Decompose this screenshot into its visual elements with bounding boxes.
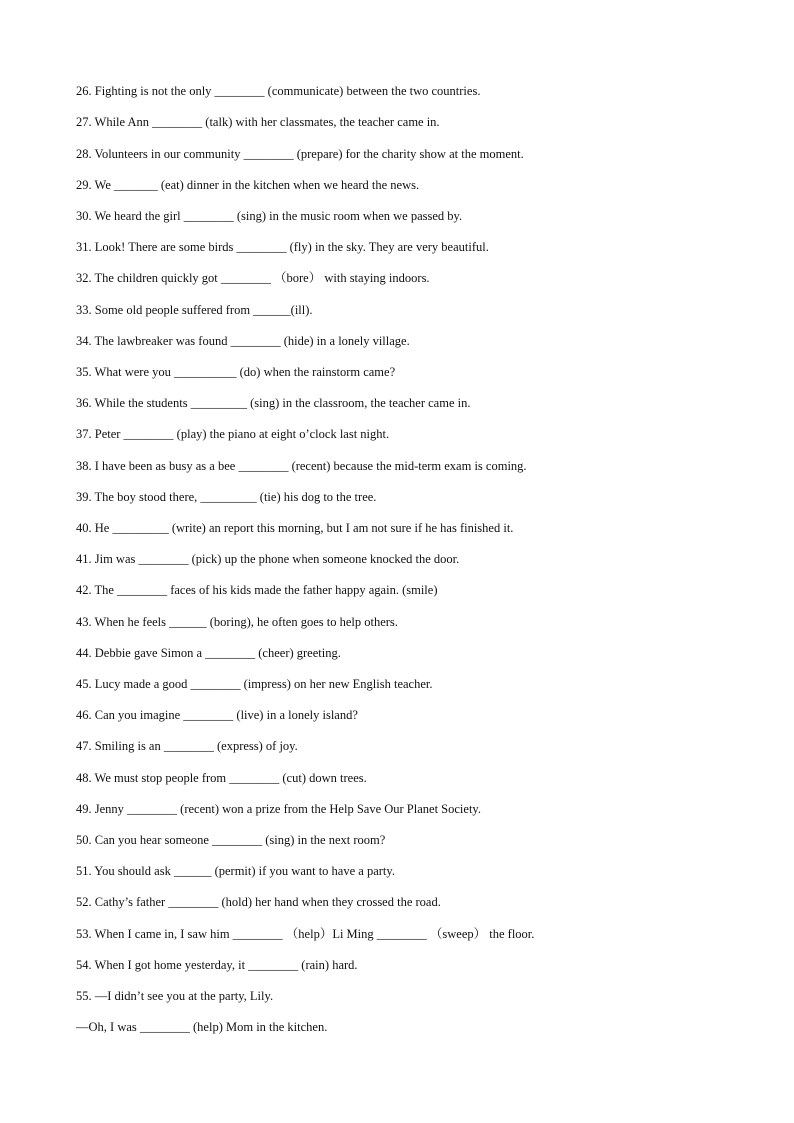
question-39 xyxy=(76,489,376,505)
question-text: I have been as busy as a bee ________ (recent) because the mid-term exam is coming. xyxy=(94,459,527,473)
question-text: Cathy’s father ________ (hold) her hand when they crossed the road. xyxy=(94,895,441,909)
question-text: Can you hear someone ________ (sing) in the next room? xyxy=(94,833,386,847)
question-text: While Ann ________ (talk) with her classmates, the teacher came in. xyxy=(94,115,440,129)
question-text: We heard the girl ________ (sing) in the music room when we passed by. xyxy=(94,209,463,223)
question-number: 42. xyxy=(76,583,92,597)
question-31 xyxy=(76,239,489,255)
question-43 xyxy=(76,614,398,630)
question-28 xyxy=(76,146,524,162)
question-53 xyxy=(76,926,534,942)
question-29 xyxy=(76,177,419,193)
question-48 xyxy=(76,770,367,786)
question-text: Jim was ________ (pick) up the phone when someone knocked the door. xyxy=(94,552,460,566)
question-number: 27. xyxy=(76,115,92,129)
question-38 xyxy=(76,458,527,474)
question-26 xyxy=(76,83,480,99)
question-number: 50. xyxy=(76,833,92,847)
question-text: When I came in, I saw him ________ （help）Li Ming ________ （sweep） the floor. xyxy=(94,927,535,941)
question-number: 40. xyxy=(76,521,92,535)
question-number: 47. xyxy=(76,739,92,753)
question-47 xyxy=(76,738,298,754)
question-text: Lucy made a good ________ (impress) on her new English teacher. xyxy=(94,677,433,691)
question-46 xyxy=(76,707,358,723)
question-text: The lawbreaker was found ________ (hide) in a lonely village. xyxy=(94,334,410,348)
question-number: 36. xyxy=(76,396,92,410)
question-42 xyxy=(76,582,437,598)
question-text: Debbie gave Simon a ________ (cheer) greeting. xyxy=(94,646,341,660)
question-text: Some old people suffered from ______(ill). xyxy=(94,303,313,317)
question-37 xyxy=(76,426,389,442)
question-45 xyxy=(76,676,433,692)
question-text: When I got home yesterday, it ________ (rain) hard. xyxy=(94,958,358,972)
question-51 xyxy=(76,863,395,879)
question-number: 32. xyxy=(76,271,92,285)
question-30 xyxy=(76,208,462,224)
question-number: 33. xyxy=(76,303,92,317)
question-text: The boy stood there, _________ (tie) his dog to the tree. xyxy=(94,490,377,504)
question-34 xyxy=(76,333,410,349)
question-number: 39. xyxy=(76,490,92,504)
question-text: The children quickly got ________ （bore） with staying indoors. xyxy=(94,271,430,285)
question-number: 48. xyxy=(76,771,92,785)
question-number: 45. xyxy=(76,677,92,691)
question-55-reply: —Oh, I was ________ (help) Mom in the kitchen. xyxy=(76,1020,328,1034)
question-number: 35. xyxy=(76,365,92,379)
question-text: When he feels ______ (boring), he often goes to help others. xyxy=(94,615,398,629)
question-number: 34. xyxy=(76,334,92,348)
question-55 xyxy=(76,988,273,1004)
question-text: Fighting is not the only ________ (communicate) between the two countries. xyxy=(94,84,481,98)
question-number: 44. xyxy=(76,646,92,660)
question-number: 37. xyxy=(76,427,92,441)
question-text: Volunteers in our community ________ (prepare) for the charity show at the moment. xyxy=(94,147,524,161)
question-text: The ________ faces of his kids made the father happy again. (smile) xyxy=(94,583,438,597)
question-text: He _________ (write) an report this morning, but I am not sure if he has finished it. xyxy=(94,521,514,535)
question-text: What were you __________ (do) when the rainstorm came? xyxy=(94,365,396,379)
question-number: 53. xyxy=(76,927,92,941)
question-50 xyxy=(76,832,385,848)
question-49 xyxy=(76,801,481,817)
question-27 xyxy=(76,114,440,130)
question-text: We _______ (eat) dinner in the kitchen when we heard the news. xyxy=(94,178,420,192)
question-32 xyxy=(76,270,430,286)
question-33 xyxy=(76,302,313,318)
question-text: Can you imagine ________ (live) in a lonely island? xyxy=(94,708,358,722)
question-52 xyxy=(76,894,441,910)
question-number: 51. xyxy=(76,864,92,878)
question-number: 41. xyxy=(76,552,92,566)
question-number: 52. xyxy=(76,895,92,909)
question-number: 43. xyxy=(76,615,92,629)
question-number: 28. xyxy=(76,147,92,161)
question-text: —I didn’t see you at the party, Lily. xyxy=(94,989,274,1003)
question-text: Peter ________ (play) the piano at eight o’clock last night. xyxy=(94,427,390,441)
question-text: Smiling is an ________ (express) of joy. xyxy=(94,739,298,753)
question-40 xyxy=(76,520,513,536)
question-number: 26. xyxy=(76,84,92,98)
question-text: You should ask ______ (permit) if you want to have a party. xyxy=(94,864,395,878)
question-number: 54. xyxy=(76,958,92,972)
question-number: 55. xyxy=(76,989,92,1003)
question-36 xyxy=(76,395,470,411)
question-number: 29. xyxy=(76,178,92,192)
question-41 xyxy=(76,551,459,567)
question-text: Look! There are some birds ________ (fly) in the sky. They are very beautiful. xyxy=(94,240,489,254)
question-number: 46. xyxy=(76,708,92,722)
question-text: While the students _________ (sing) in the classroom, the teacher came in. xyxy=(94,396,471,410)
question-text: We must stop people from ________ (cut) down trees. xyxy=(94,771,367,785)
question-number: 31. xyxy=(76,240,92,254)
question-number: 49. xyxy=(76,802,92,816)
question-number: 38. xyxy=(76,459,92,473)
question-text: Jenny ________ (recent) won a prize from the Help Save Our Planet Society. xyxy=(94,802,481,816)
question-35 xyxy=(76,364,395,380)
question-54 xyxy=(76,957,358,973)
question-44 xyxy=(76,645,341,661)
question-number: 30. xyxy=(76,209,92,223)
